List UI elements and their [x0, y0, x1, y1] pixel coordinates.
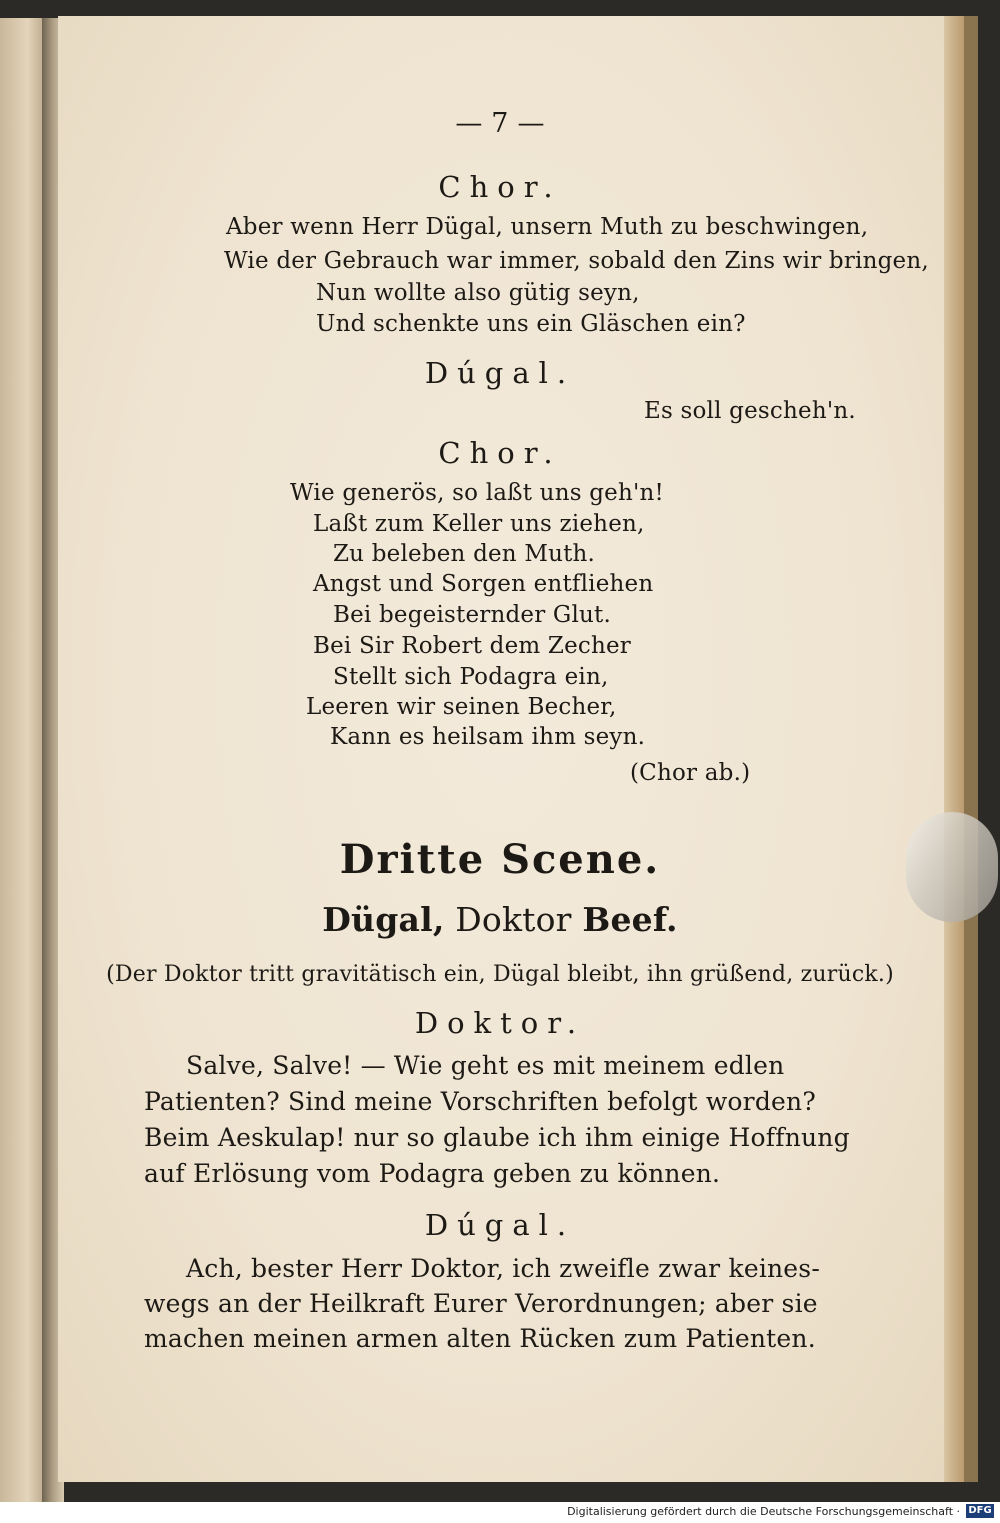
verse-line: Und schenkte uns ein Gläschen ein?: [316, 311, 746, 337]
speaker-dugal: Dúgal.: [424, 1208, 576, 1242]
verse-line: Zu beleben den Muth.: [333, 541, 596, 567]
person-dugal: Dügal,: [322, 900, 445, 939]
stage-direction: (Der Doktor tritt gravitätisch ein, Dügal bleibt, ihn grüßend, zurück.): [106, 962, 894, 987]
prose-line: wegs an der Heilkraft Eurer Verordnungen; aber sie: [144, 1289, 818, 1318]
stage-direction: (Chor ab.): [630, 760, 751, 786]
verse-line: Wie der Gebrauch war immer, sobald den Zins wir bringen,: [224, 248, 929, 274]
left-page-edge: [0, 18, 46, 1502]
verse-line: Wie generös, so laßt uns geh'n!: [290, 480, 664, 506]
verse-line: Kann es heilsam ihm seyn.: [330, 724, 646, 750]
person-beef: Beef.: [582, 900, 678, 939]
funding-credit: Digitalisierung gefördert durch die Deutsche Forschungsgemeinschaft ·: [567, 1505, 960, 1518]
page-number: — 7 —: [455, 108, 545, 139]
prose-line: Ach, bester Herr Doktor, ich zweifle zwar keines-: [186, 1254, 820, 1283]
verse-line: Aber wenn Herr Dügal, unsern Muth zu beschwingen,: [226, 214, 869, 240]
speaker-dugal: Dúgal.: [424, 356, 576, 390]
verse-line: Bei Sir Robert dem Zecher: [313, 633, 631, 659]
speaker-chor: Chor.: [438, 436, 562, 470]
persons-line: [0, 900, 1000, 939]
prose-line: Patienten? Sind meine Vorschriften befolgt worden?: [144, 1087, 816, 1116]
scene-heading: Dritte Scene.: [339, 836, 661, 883]
page-stack-edge: [944, 16, 966, 1482]
prose-line: Salve, Salve! — Wie geht es mit meinem edlen: [186, 1051, 785, 1080]
speaker-doktor: Doktor.: [414, 1006, 586, 1040]
verse-line: Nun wollte also gütig seyn,: [316, 280, 640, 306]
verse-line: Laßt zum Keller uns ziehen,: [313, 511, 645, 537]
person-title: Doktor: [455, 900, 572, 939]
prose-line: machen meinen armen alten Rücken zum Patienten.: [144, 1324, 816, 1353]
verse-line: Angst und Sorgen entfliehen: [313, 571, 654, 597]
speaker-chor: Chor.: [438, 170, 562, 204]
prose-line: auf Erlösung vom Podagra geben zu können.: [144, 1159, 721, 1188]
verse-line: Bei begeisternder Glut.: [333, 602, 612, 628]
verse-line: Leeren wir seinen Becher,: [306, 694, 617, 720]
verse-line: Es soll gescheh'n.: [644, 398, 856, 424]
cover-edge: [964, 16, 978, 1482]
dfg-logo: DFG: [966, 1504, 994, 1518]
prose-line: Beim Aeskulap! nur so glaube ich ihm einige Hoffnung: [144, 1123, 850, 1152]
verse-line: Stellt sich Podagra ein,: [333, 664, 609, 690]
